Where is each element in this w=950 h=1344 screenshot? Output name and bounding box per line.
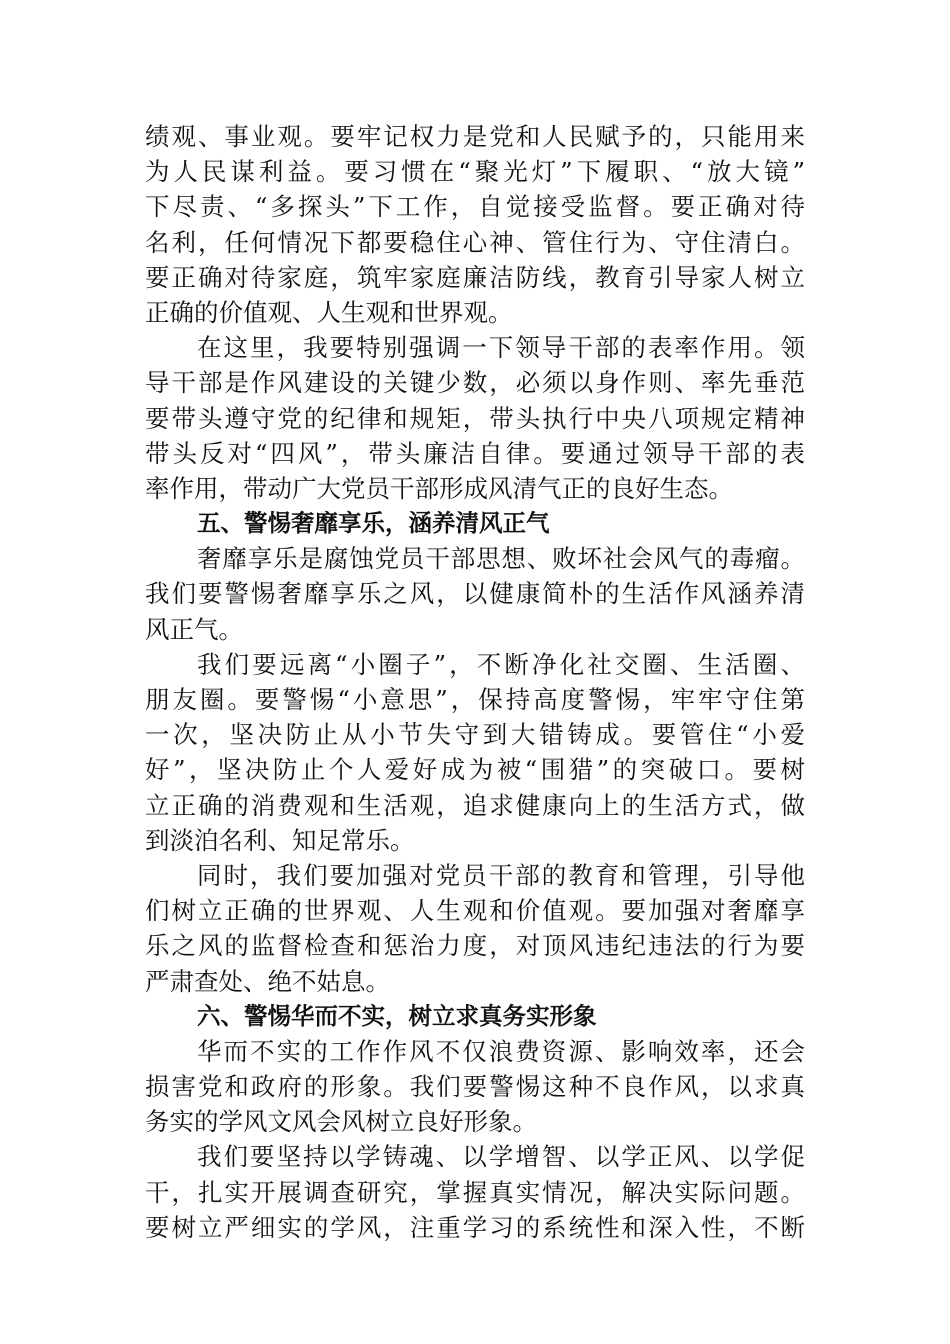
section-heading-6: 六、警惕华而不实，树立求真务实形象 [197,1001,597,1030]
text-line: 要树立严细实的学风，注重学习的系统性和深入性，不断 [145,1212,805,1242]
text-line: 为人民谋利益。要习惯在“聚光灯”下履职、“放大镜” [145,157,805,187]
section-heading-5: 五、警惕奢靡享乐，涵养清风正气 [197,509,550,538]
text-line: 带头反对“四风”，带头廉洁自律。要通过领导干部的表 [145,438,805,468]
text-line: 率作用，带动广大党员干部形成风清气正的良好生态。 [145,473,733,503]
text-line: 要正确对待家庭，筑牢家庭廉洁防线，教育引导家人树立 [145,262,805,292]
text-line: 我们要警惕奢靡享乐之风，以健康简朴的生活作风涵养清 [145,579,805,609]
text-line: 要带头遵守党的纪律和规矩，带头执行中央八项规定精神 [145,403,805,433]
text-line: 朋友圈。要警惕“小意思”，保持高度警惕，牢牢守住第 [145,685,805,714]
text-line: 在这里，我要特别强调一下领导干部的表率作用。领 [197,333,805,363]
text-line: 们树立正确的世界观、人生观和价值观。要加强对奢靡享 [145,896,805,926]
text-line: 严肃查处、绝不姑息。 [145,966,390,996]
paragraph-superficial-intro [145,1034,805,1140]
text-line: 干，扎实开展调查研究，掌握真实情况，解决实际问题。 [145,1177,805,1207]
paragraph-learning [145,1139,805,1245]
text-line: 一次，坚决防止从小节失守到大错铸成。要管住“小爱 [145,720,805,750]
text-line: 下尽责、“多探头”下工作，自觉接受监督。要正确对待 [145,192,805,222]
text-line: 我们要远离“小圈子”，不断净化社交圈、生活圈、 [197,649,805,679]
text-line: 绩观、事业观。要牢记权力是党和人民赋予的，只能用来 [145,122,805,151]
paragraph-extravagance-intro [145,541,805,647]
text-line: 立正确的消费观和生活观，追求健康向上的生活方式，做 [145,790,805,820]
text-line: 到淡泊名利、知足常乐。 [145,825,415,855]
document-page [145,119,805,1245]
text-line: 名利，任何情况下都要稳住心神、管住行为、守住清白。 [145,227,805,257]
text-line: 华而不实的工作作风不仅浪费资源、影响效率，还会 [197,1036,805,1066]
paragraph-continuation [145,119,805,330]
text-line: 正确的价值观、人生观和世界观。 [145,297,513,327]
text-line: 导干部是作风建设的关键少数，必须以身作则、率先垂范 [145,368,805,398]
text-line: 乐之风的监督检查和惩治力度，对顶风违纪违法的行为要 [145,931,805,961]
text-line: 风正气。 [145,614,243,644]
paragraph-small-circles [145,647,805,858]
paragraph-education-management [145,858,805,999]
text-line: 好”，坚决防止个人爱好成为被“围猎”的突破口。要树 [145,755,805,785]
text-line: 务实的学风文风会风树立良好形象。 [145,1107,537,1137]
text-line: 我们要坚持以学铸魂、以学增智、以学正风、以学促 [197,1142,805,1172]
paragraph-leader-role [145,330,805,506]
text-line: 损害党和政府的形象。我们要警惕这种不良作风，以求真 [145,1072,805,1102]
text-line: 同时，我们要加强对党员干部的教育和管理，引导他 [197,860,805,890]
text-line: 奢靡享乐是腐蚀党员干部思想、败坏社会风气的毒瘤。 [197,544,805,574]
